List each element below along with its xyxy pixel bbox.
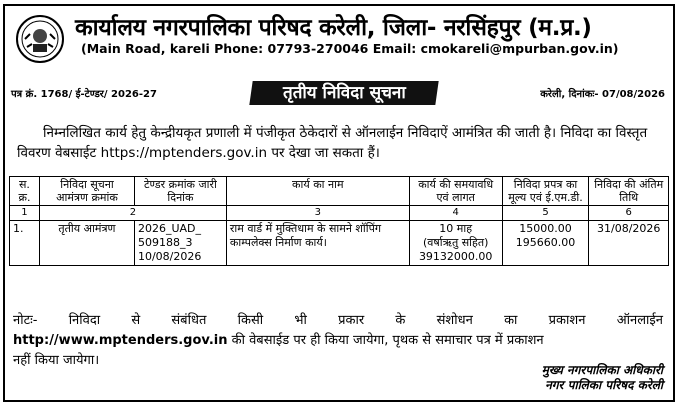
note	[13, 311, 663, 371]
state-emblem-icon	[15, 14, 65, 64]
tender-id-line2: 509188_3	[137, 236, 193, 249]
col-header: निविदा प्रपत्र का मूल्य एवं ई.एम.डी.	[502, 177, 589, 206]
col-header: कार्य की समयावधि एवं लागत	[409, 177, 502, 206]
cost: 39132000.00	[418, 250, 493, 263]
col-number: 2	[39, 206, 226, 221]
reference-row	[5, 62, 673, 102]
tender-id-line1: 2026_UAD_	[137, 222, 202, 235]
note-line2: की वेबसाईड पर ही किया जायेगा, पृथक से समाचार पत्र में प्रकाशन	[227, 333, 544, 348]
intro-text: निम्नलिखित कार्य हेतु केन्द्रीयकृत प्रणाली में पंजीकृत ठेकेदारों से ऑनलाईन निविदाऐं आमंत्रित की जाती है। निविदा का विस्तृत विवरण वेबसाईट https://mptenders.gov.in पर देखा जा सकता हैं।	[17, 125, 648, 161]
signature-line2: नगर पालिका परिषद करेली	[545, 378, 663, 392]
col-number: 4	[409, 206, 502, 221]
note-url[interactable]: http://www.mptenders.gov.in	[13, 333, 228, 348]
col-number: 6	[589, 206, 669, 221]
office-title: कार्यालय नगरपालिका परिषद करेली, जिला- नरसिंहपुर (म.प्र.)	[75, 15, 592, 41]
serial-number: 1.	[10, 221, 40, 266]
signature	[542, 363, 663, 393]
col-header: स. क्र.	[10, 177, 40, 206]
table-header-row	[10, 177, 669, 206]
tender-notice	[3, 4, 675, 402]
form-fee-emd	[502, 221, 589, 266]
col-header: निविदा की अंतिम तिथि	[589, 177, 669, 206]
office-address: (Main Road, kareli Phone: 07793-270046 Email: cmokareli@mpurban.gov.in)	[81, 41, 619, 56]
letter-number: पत्र क्रं. 1768/ ई-टेण्डर/ 2026-27	[11, 89, 157, 100]
duration-note: (वर्षाऋतु सहित)	[422, 236, 489, 249]
signature-line1: मुख्य नगरपालिका अधिकारी	[541, 363, 663, 377]
notice-banner: तृतीय निविदा सूचना	[249, 81, 438, 105]
last-date: 31/08/2026	[589, 221, 669, 266]
tender-number	[134, 221, 226, 266]
tender-table	[9, 176, 669, 266]
column-number-row	[10, 206, 669, 221]
col-number: 1	[10, 206, 40, 221]
tender-issue-date: 10/08/2026	[137, 250, 202, 263]
col-number: 5	[502, 206, 589, 221]
col-header: निविदा सूचना आमंत्रण क्रमांक	[39, 177, 134, 206]
duration-cost	[409, 221, 502, 266]
work-name: राम वार्ड में मुक्तिधाम के सामने शॉपिंग काम्पलेक्स निर्माण कार्य।	[226, 221, 409, 266]
emd: 195660.00	[515, 236, 576, 249]
col-number: 3	[226, 206, 409, 221]
header	[5, 6, 673, 68]
note-line3: नहीं किया जायेगा।	[13, 353, 100, 368]
table-row	[10, 221, 669, 266]
notice-number: तृतीय आमंत्रण	[39, 221, 134, 266]
col-header: टेण्डर क्रमांक जारी दिनांक	[134, 177, 226, 206]
col-header: कार्य का नाम	[226, 177, 409, 206]
form-fee: 15000.00	[519, 222, 572, 235]
note-line1: नोटः- निविदा से संबंधित किसी भी प्रकार के संशोधन का प्रकाशन ऑनलाईन	[13, 313, 663, 328]
duration: 10 माह	[439, 222, 473, 235]
letter-date: करेली, दिनांकः- 07/08/2026	[540, 89, 665, 100]
